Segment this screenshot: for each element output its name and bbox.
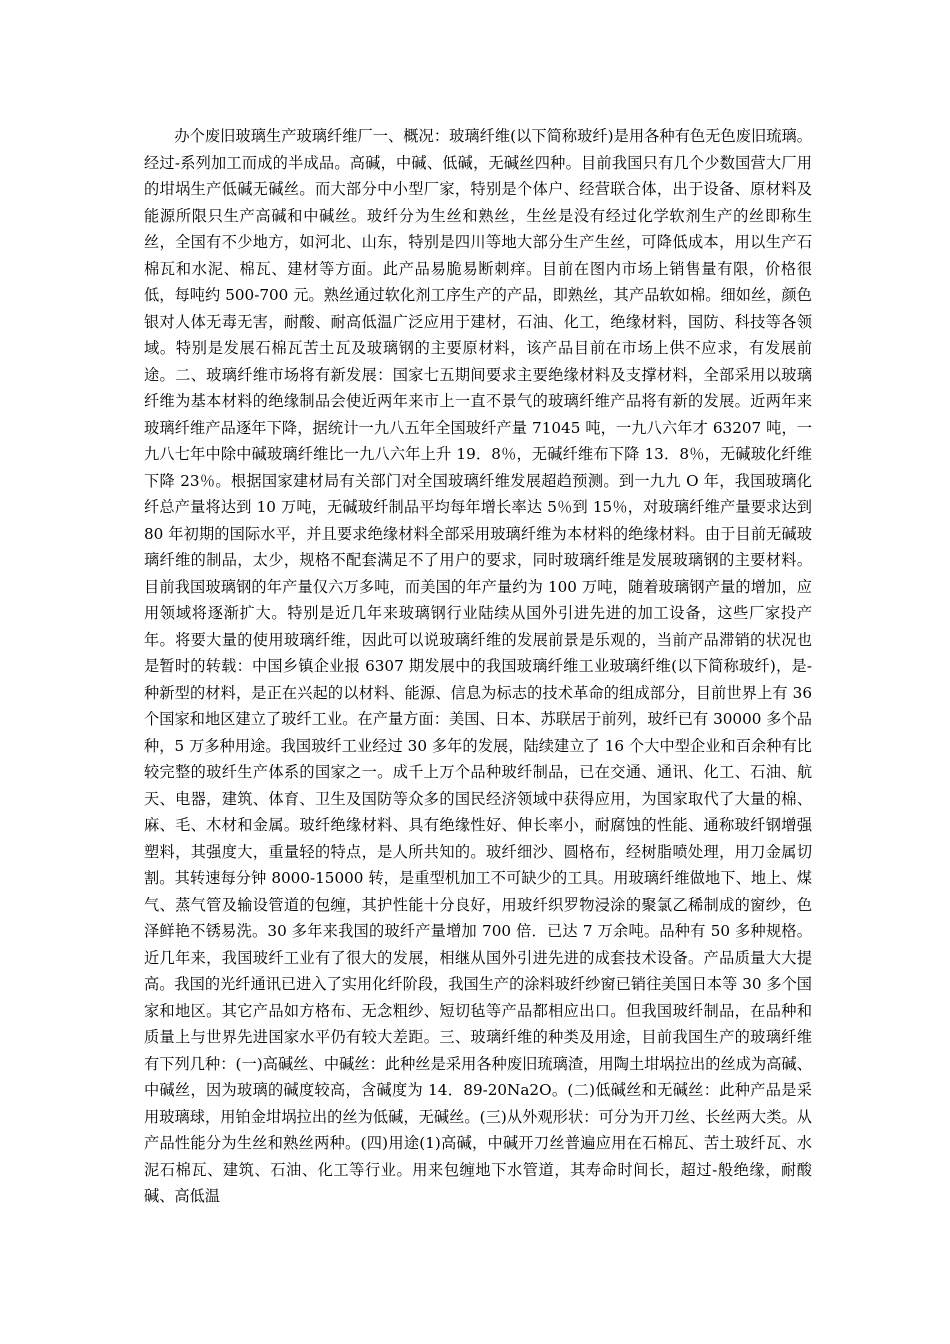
body-paragraph: 办个废旧玻璃生产玻璃纤维厂一、概况：玻璃纤维(以下简称玻纤)是用各种有色无色废旧琉璃。经过-系列加工而成的半成品。高碱，中碱、低碱，无碱丝四种。目前我国只有几个少数国营大厂用的坩埚生产低碱无碱丝。而大部分中小型厂家，特别是个体户、经营联合体，出于设备、原材料及能源所限只生产高碱和中碱丝。玻纤分为生丝和熟丝，生丝是没有经过化学软剂生产的丝即称生丝，全国有不少地方，如河北、山东，特别是四川等地大部分生产生丝，可降低成本，用以生产石棉瓦和水泥、棉瓦、建材等方面。此产品易脆易断刺痒。目前在图内市场上销售量有限，价格很低，每吨约 500-700 元。熟丝通过软化剂工序生产的产品，即熟丝，其产品软如棉。细如丝，颜色银对人体无毒无害，耐酸、耐高低温广泛应用于建材，石油、化工，绝缘材料，国防、科技等各领域。特别是发展石棉瓦苦土瓦及玻璃钢的主要原材料，该产品目前在市场上供不应求，有发展前途。二、玻璃纤维市场将有新发展：国家七五期间要求主要绝缘材料及支撑材料，全部采用以玻璃纤维为基本材料的绝缘制品会使近两年来市上一直不景气的玻璃纤维产品将有新的发展。近两年来玻璃纤维产品逐年下降，据统计一九八五年全国玻纤产量 71045 吨，一九八六年才 63207 吨，一九八七年中除中碱玻璃纤维比一九八六年上升 19．8％，无碱纤维布下降 13．8％，无碱玻化纤维下降 23％。根据国家建材局有关部门对全国玻璃纤维发展超趋预测。到一九九 O 年，我国玻璃化纤总产量将达到 10 万吨，无碱玻纤制品平均每年增长率达 5％到 15％，对玻璃纤维产量要求达到 80 年初期的国际水平，并且要求绝缘材料全部采用玻璃纤维为本材料的绝缘材料。由于目前无碱玻璃纤维的制品，太少，规格不配套满足不了用户的要求，同时玻璃纤维是发展玻璃钢的主要材料。目前我国玻璃钢的年产量仅六万多吨，而美国的年产量约为 100 万吨，随着玻璃钢产量的增加，应用领域将逐渐扩大。特别是近几年来玻璃钢行业陆续从国外引进先进的加工设备，这些厂家投产年。将要大量的使用玻璃纤维，因此可以说玻璃纤维的发展前景是乐观的，当前产品滞销的状况也是暂时的转载：中国乡镇企业报 6307 期发展中的我国玻璃纤维工业玻璃纤维(以下简称玻纤)，是-种新型的材料，是正在兴起的以材料、能源、信息为标志的技术革命的组成部分，目前世界上有 36 个国家和地区建立了玻纤工业。在产量方面：美国、日本、苏联居于前列，玻纤已有 30000 多个品种，5 万多种用途。我国玻纤工业经过 30 多年的发展，陆续建立了 16 个大中型企业和百余种有比较完整的玻纤生产体系的国家之一。成千上万个品种玻纤制品，已在交通、通讯、化工、石油、航天、电器，建筑、体育、卫生及国防等众多的国民经济领域中获得应用，为国家取代了大量的棉、麻、毛、木材和金属。玻纤绝缘材料、具有绝缘性好、伸长率小，耐腐蚀的性能、通称玻纤钢增强塑料，其强度大，重量轻的特点，是人所共知的。玻纤细沙、圆格布，经树脂喷处理，用刀金属切割。其转速每分钟 8000-15000 转，是重型机加工不可缺少的工具。用玻璃纤维做地下、地上、煤气、蒸气管及输设管道的包缠，其护性能十分良好，用玻纤织罗物浸涂的聚氯乙稀制成的窗纱，色泽鲜艳不锈易洗。30 多年来我国的玻纤产量增加 700 倍．已达 7 万余吨。品种有 50 多种规格。近几年来，我国玻纤工业有了很大的发展，相继从国外引进先进的成套技术设备。产品质量大大提高。我国的光纤通讯已进入了实用化纤阶段，我国生产的涂料玻纤纱窗已销往美国日本等 30 多个国家和地区。其它产品如方格布、无念粗纱、短切毡等产品都相应出口。但我国玻纤制品，在品种和质量上与世界先进国家水平仍有较大差距。三、玻璃纤维的种类及用途，目前我国生产的玻璃纤维有下列几种：(一)高碱丝、中碱丝：此种丝是采用各种废旧琉璃渣，用陶土坩埚拉出的丝成为高碱、中碱丝，因为玻璃的碱度较高，含碱度为 14．89-20Na2O。(二)低碱丝和无碱丝：此种产品是采用玻璃球，用铂金坩埚拉出的丝为低碱，无碱丝。(三)从外观形状：可分为开刀丝、长丝两大类。从产品性能分为生丝和熟丝两种。(四)用途(1)高碱，中碱开刀丝普遍应用在石棉瓦、苦土玻纤瓦、水泥石棉瓦、建筑、石油、化工等行业。用来包缠地下水管道，其寿命时间长，超过-般绝缘，耐酸碱、高低温 xyxy=(144,127,812,1205)
